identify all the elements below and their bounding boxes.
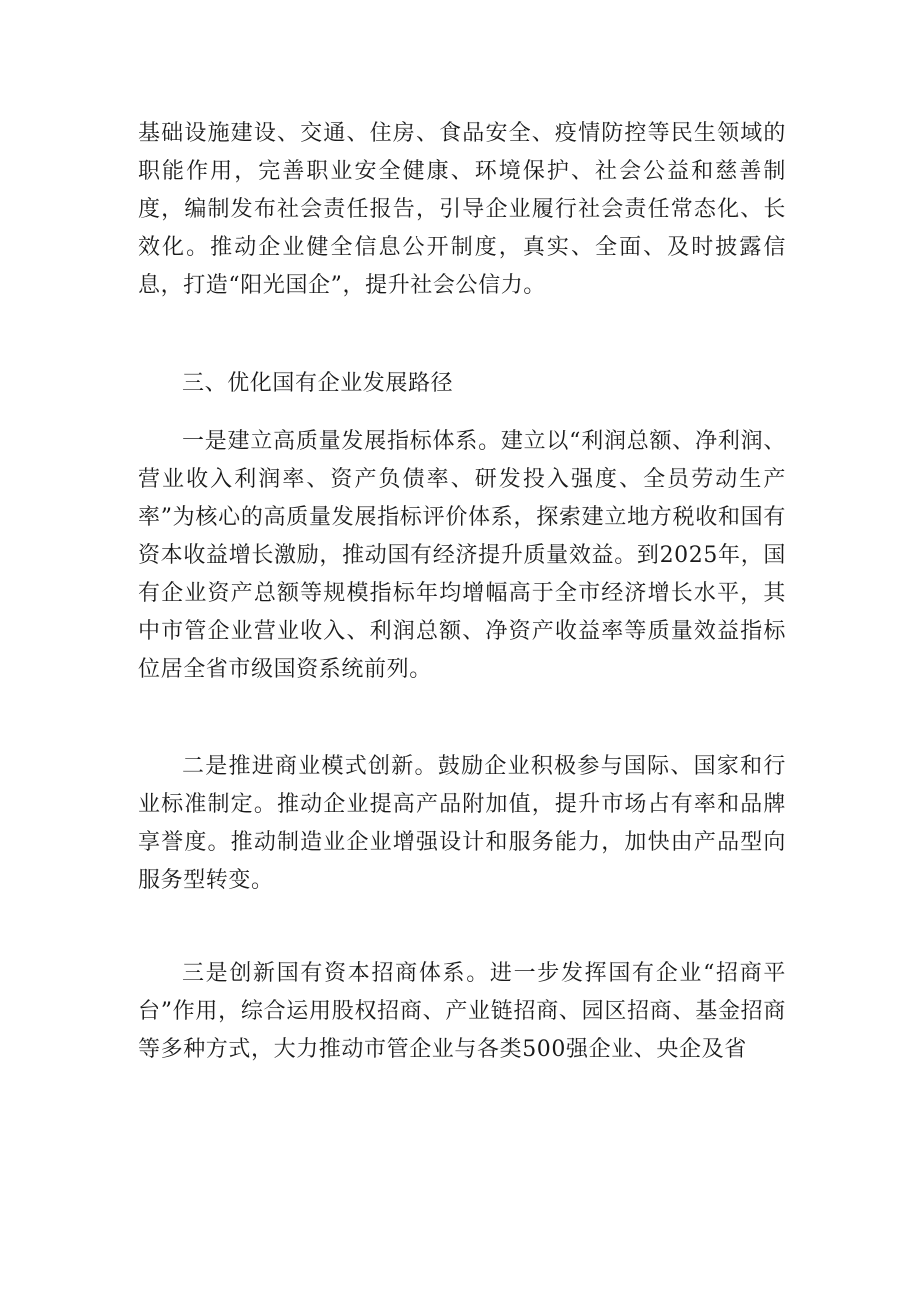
- section-heading: 三、优化国有企业发展路径: [182, 371, 454, 396]
- paragraph-continuation: 基础设施建设、交通、住房、食品安全、疫情防控等民生领域的职能作用，完善职业安全健康、环境保护、社会公益和慈善制度，编制发布社会责任报告，引导企业履行社会责任常态化、长效化。推动企业健全信息公开制度，真实、全面、及时披露信息，打造“阳光国企”，提升社会公信力。: [138, 121, 786, 298]
- paragraph-indicator-system: 一是建立高质量发展指标体系。建立以“利润总额、净利润、营业收入利润率、资产负债率、研发投入强度、全员劳动生产率”为核心的高质量发展指标评价体系，探索建立地方税收和国有资本收益增长激励，推动国有经济提升质量效益。到2025年，国有企业资产总额等规模指标年均增幅高于全市经济增长水平，其中市管企业营业收入、利润总额、净资产收益率等质量效益指标位居全省市级国资系统前列。: [138, 429, 786, 682]
- paragraph-business-model: 二是推进商业模式创新。鼓励企业积极参与国际、国家和行业标准制定。推动企业提高产品附加值，提升市场占有率和品牌享誉度。推动制造业企业增强设计和服务能力，加快由产品型向服务型转变。: [138, 754, 786, 893]
- paragraph-investment-system: 三是创新国有资本招商体系。进一步发挥国有企业“招商平台”作用，综合运用股权招商、产业链招商、园区招商、基金招商等多种方式，大力推动市管企业与各类500强企业、央企及省: [138, 961, 786, 1062]
